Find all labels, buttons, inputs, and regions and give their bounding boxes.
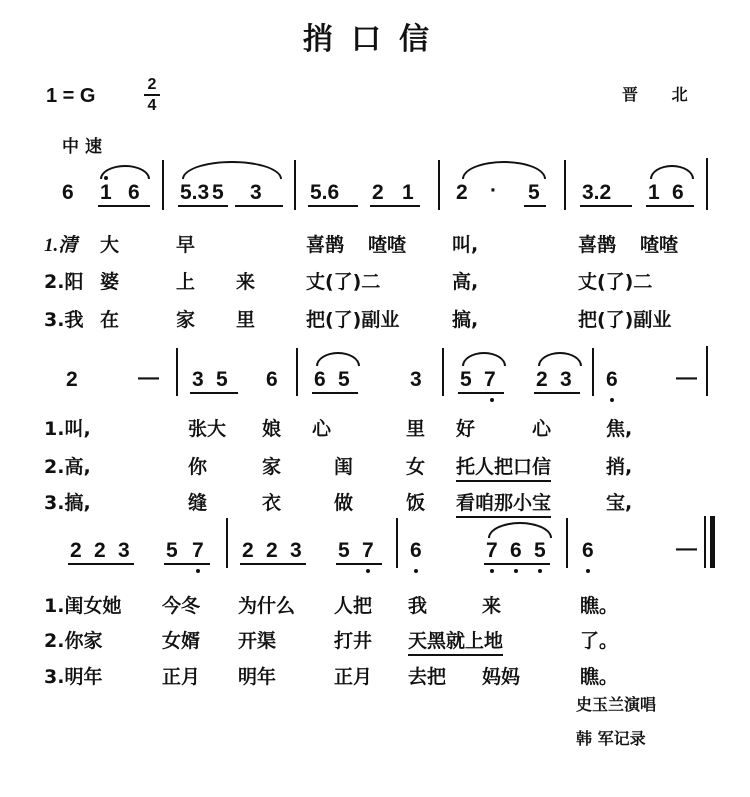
lyric: 高, [452,271,479,293]
time-numerator: 2 [147,76,157,93]
note: · [490,179,497,202]
note: 5 [166,539,178,562]
origin-label: 晋 北 [622,85,702,104]
lyric: 来 [482,595,502,617]
note: 3 [118,539,130,562]
octave-dot [514,569,518,573]
note: 6 [128,181,140,204]
tempo-marking: 中速 [62,137,108,157]
beam [312,392,358,394]
barline [294,160,296,210]
lyric: 正月 [162,666,201,688]
lyric: 2.你家 [44,630,103,652]
lyric: 喜鹊 [306,234,345,256]
barline [592,348,594,396]
slur [488,522,552,538]
note: 5.6 [310,181,340,204]
lyric: 瞧。 [580,595,619,617]
lyric: 里 [236,309,256,331]
note: 2 [536,368,548,391]
lyric: 做 [334,492,354,514]
barline [706,346,708,396]
slur [100,165,150,179]
note: 2 [70,539,82,562]
key-signature: 1 = G [46,85,96,107]
lyric: 大 [100,234,120,256]
lyric: 2.高, [44,456,91,478]
singer-credit: 史玉兰演唱 [576,695,657,714]
lyric: 丈(了)二 [578,271,653,293]
slur [650,165,694,179]
lyric: 焦, [606,418,633,440]
lyric: 捎, [606,456,633,478]
lyric: 喳喳 [640,234,679,256]
lyric: 娘 [262,418,282,440]
barline [438,160,440,210]
barline [226,518,228,568]
note: 5 [338,539,350,562]
octave-dot [610,398,614,402]
note: 7 [486,539,498,562]
note: 1 [402,181,414,204]
octave-dot [586,569,590,573]
barline [564,160,566,210]
barline [296,348,298,396]
barline [162,160,164,210]
note: 6 [510,539,522,562]
note: 3.2 [582,181,612,204]
lyric: 你 [188,456,208,478]
beam [484,563,550,565]
note: — [676,537,697,560]
time-denominator: 4 [147,97,157,114]
lyric: 心 [312,418,332,440]
note: 2 [66,368,78,391]
lyric: 去把 [408,666,447,688]
note: 2 [94,539,106,562]
lyric: 搞, [452,309,479,331]
time-signature [144,76,160,114]
beam [524,205,546,207]
note: 6 [410,539,422,562]
lyric: 1.闺女她 [44,595,122,617]
note: 6 [266,368,278,391]
lyric: 叫, [452,234,479,256]
lyric: 饭 [406,492,426,514]
note: 3 [192,368,204,391]
slur [462,161,546,179]
lyric: 心 [532,418,552,440]
song-title: 捎口信 [303,22,447,57]
beam [164,563,210,565]
lyric: 把(了)副业 [306,309,400,331]
barline [442,348,444,396]
beam [68,563,134,565]
lyric: 家 [176,309,196,331]
note: 7 [192,539,204,562]
lyric: 3.明年 [44,666,103,688]
note: 3 [250,181,262,204]
note: 6 [672,181,684,204]
lyric: 闺 [334,456,354,478]
beam [308,205,358,207]
slur [538,352,582,366]
slur [182,161,282,179]
lyric: 好 [456,418,476,440]
beam [370,205,420,207]
lyric: 在 [100,309,120,331]
verse-number: 1.清 [44,235,78,256]
beam [336,563,382,565]
lyric-underlined: 托人把口信 [456,452,551,482]
lyric: 喜鹊 [578,234,617,256]
lyric: 早 [176,234,196,256]
lyric [44,230,77,257]
note: 3 [560,368,572,391]
beam [178,205,228,207]
lyric: 2.阳 [44,271,84,293]
note: 5 [534,539,546,562]
note: — [676,366,697,389]
time-divider [144,94,160,96]
lyric: 宝, [606,492,633,514]
note: 5.3 [180,181,210,204]
lyric: 女婿 [162,630,201,652]
note: 2 [266,539,278,562]
note: 3 [410,368,422,391]
lyric: 人把 [334,595,373,617]
lyric: 打井 [334,630,373,652]
note: 2 [242,539,254,562]
lyric: 3.我 [44,309,84,331]
lyric: 衣 [262,492,282,514]
lyric: 开渠 [238,630,277,652]
beam [240,563,306,565]
beam [235,205,283,207]
final-barline [710,516,715,568]
lyric: 缝 [188,492,208,514]
lyric: 家 [262,456,282,478]
barline [396,518,398,568]
lyric: 明年 [238,666,277,688]
note: — [138,366,159,389]
lyric: 女 [406,456,426,478]
beam [98,205,150,207]
lyric: 为什么 [238,595,296,617]
barline [704,516,706,568]
note: 5 [460,368,472,391]
lyric: 正月 [334,666,373,688]
lyric: 把(了)副业 [578,309,672,331]
lyric: 张大 [188,418,227,440]
note: 5 [216,368,228,391]
lyric: 瞧。 [580,666,619,688]
lyric: 今冬 [162,595,201,617]
beam [458,392,504,394]
beam [646,205,694,207]
octave-dot [490,569,494,573]
lyric: 了。 [580,630,619,652]
note: 5 [338,368,350,391]
note: 3 [290,539,302,562]
beam [190,392,238,394]
note: 5 [212,181,224,204]
note: 6 [582,539,594,562]
lyric: 喳喳 [368,234,407,256]
lyric: 我 [408,595,428,617]
note: 2 [372,181,384,204]
lyric-underlined: 天黑就上地 [408,626,503,656]
slur [316,352,360,366]
beam [534,392,580,394]
note: 6 [314,368,326,391]
recorder-credit: 韩 军记录 [576,729,646,748]
barline [566,518,568,568]
octave-dot [414,569,418,573]
note: 1 [648,181,660,204]
lyric: 妈妈 [482,666,521,688]
note: 2 [456,181,468,204]
octave-dot [538,569,542,573]
beam [580,205,632,207]
lyric: 1.叫, [44,418,91,440]
lyric: 里 [406,418,426,440]
octave-dot [490,398,494,402]
note: 7 [484,368,496,391]
octave-dot [366,569,370,573]
barline [706,158,708,210]
barline [176,348,178,396]
note: 7 [362,539,374,562]
lyric-underlined: 看咱那小宝 [456,488,551,518]
lyric: 来 [236,271,256,293]
note: 1 [100,181,112,204]
lyric: 婆 [100,271,120,293]
note: 6 [62,181,74,204]
octave-dot [196,569,200,573]
lyric: 丈(了)二 [306,271,381,293]
lyric: 上 [176,271,196,293]
note: 6 [606,368,618,391]
lyric: 3.搞, [44,492,91,514]
slur [462,352,506,366]
note: 5 [528,181,540,204]
